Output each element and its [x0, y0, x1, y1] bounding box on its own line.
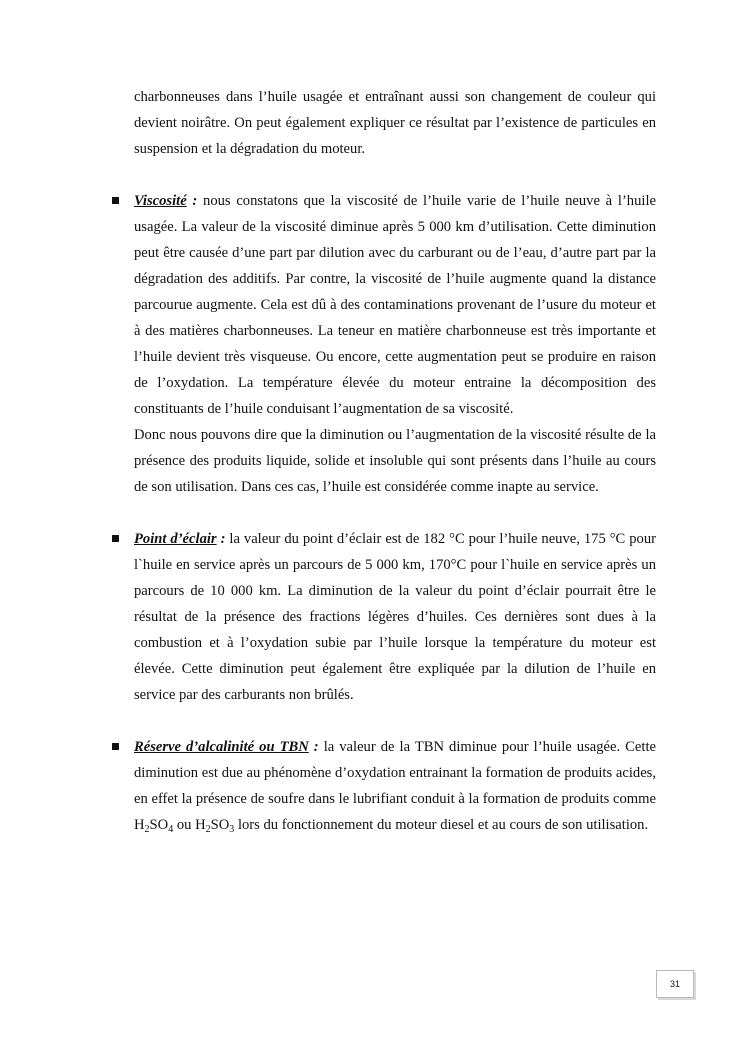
page-number: 31 [669, 979, 680, 989]
viscosite-conclusion: Donc nous pouvons dire que la diminution ou l’augmentation de la viscosité résulte de la présence des produits liquide, solide et insoluble qui sont présents dans l’huile au cours de son utilisation. Dans ces cas, l’huile est considérée comme inapte au service. [134, 427, 656, 495]
spacer [134, 500, 656, 526]
section-point-eclair [134, 526, 656, 708]
point-eclair-paragraph [134, 526, 656, 708]
point-eclair-term: Point d’éclair : [134, 531, 226, 547]
square-bullet-icon [112, 535, 119, 542]
section-tbn [134, 734, 656, 838]
page-number-box [656, 970, 694, 998]
square-bullet-icon [112, 197, 119, 204]
spacer [134, 162, 656, 188]
point-eclair-text: la valeur du point d’éclair est de 182 °C pour l’huile neuve, 175 °C pour l`huile en service après un parcours de 5 000 km, 170°C pour l`huile en service après un parcours de 10 000 km. La diminution de la valeur du point d’éclair pourrait être le résultat de la présence des fractions légères d’huiles. Ces dernières sont dues à la combustion et à l’oxydation subie par l’huile lorsque la température du moteur est élevée. Cette diminution peut également être expliquée par la dilution de l’huile en service par des carburants non brûlés. [134, 531, 656, 703]
viscosite-term: Viscosité : [134, 193, 198, 209]
intro-paragraph: charbonneuses dans l’huile usagée et entraînant aussi son changement de couleur qui devient noirâtre. On peut également expliquer ce résultat par l’existence de particules en suspension et la dégradation du moteur. [134, 89, 656, 157]
formula-h2so3: $H_2SO_3$ [195, 817, 235, 835]
viscosite-paragraph [134, 188, 656, 422]
square-bullet-icon [112, 743, 119, 750]
tbn-term: Réserve d’alcalinité ou TBN : [134, 739, 319, 755]
viscosite-text: nous constatons que la viscosité de l’huile varie de l’huile neuve à l’huile usagée. La valeur de la viscosité diminue après 5 000 km d’utilisation. Cette diminution peut être causée d’une part par dilution avec du carburant ou de l’eau, d’autre part par la dégradation des additifs. Par contre, la viscosité de l’huile augmente quand la distance parcourue augmente. Cela est dû à des contaminations provenant de l’usure du moteur et à des matières charbonneuses. La teneur en matière charbonneuse est très importante et l’huile devient très visqueuse. Ou encore, cette augmentation peut se produire en raison de l’oxydation. La température élevée du moteur entraine la décomposition des constituants de l’huile conduisant l’augmentation de sa viscosité. [134, 193, 656, 417]
spacer [134, 708, 656, 734]
section-viscosite [134, 188, 656, 500]
formula-h2so4: $H_2SO_4$ [134, 817, 174, 835]
tbn-paragraph: Réserve d’alcalinité ou TBN : la valeur de la TBN diminue pour l’huile usagée. Cette diminution est due au phénomène d’oxydation entrainant la formation de produits acides, en effet la présence de soufre dans le lubrifiant conduit à la formation de produits comme $H_2SO_4$ ou $H_2SO_3$ lors du fonctionnement du moteur diesel et au cours de son utilisation. [134, 739, 656, 835]
body-text [134, 84, 656, 838]
